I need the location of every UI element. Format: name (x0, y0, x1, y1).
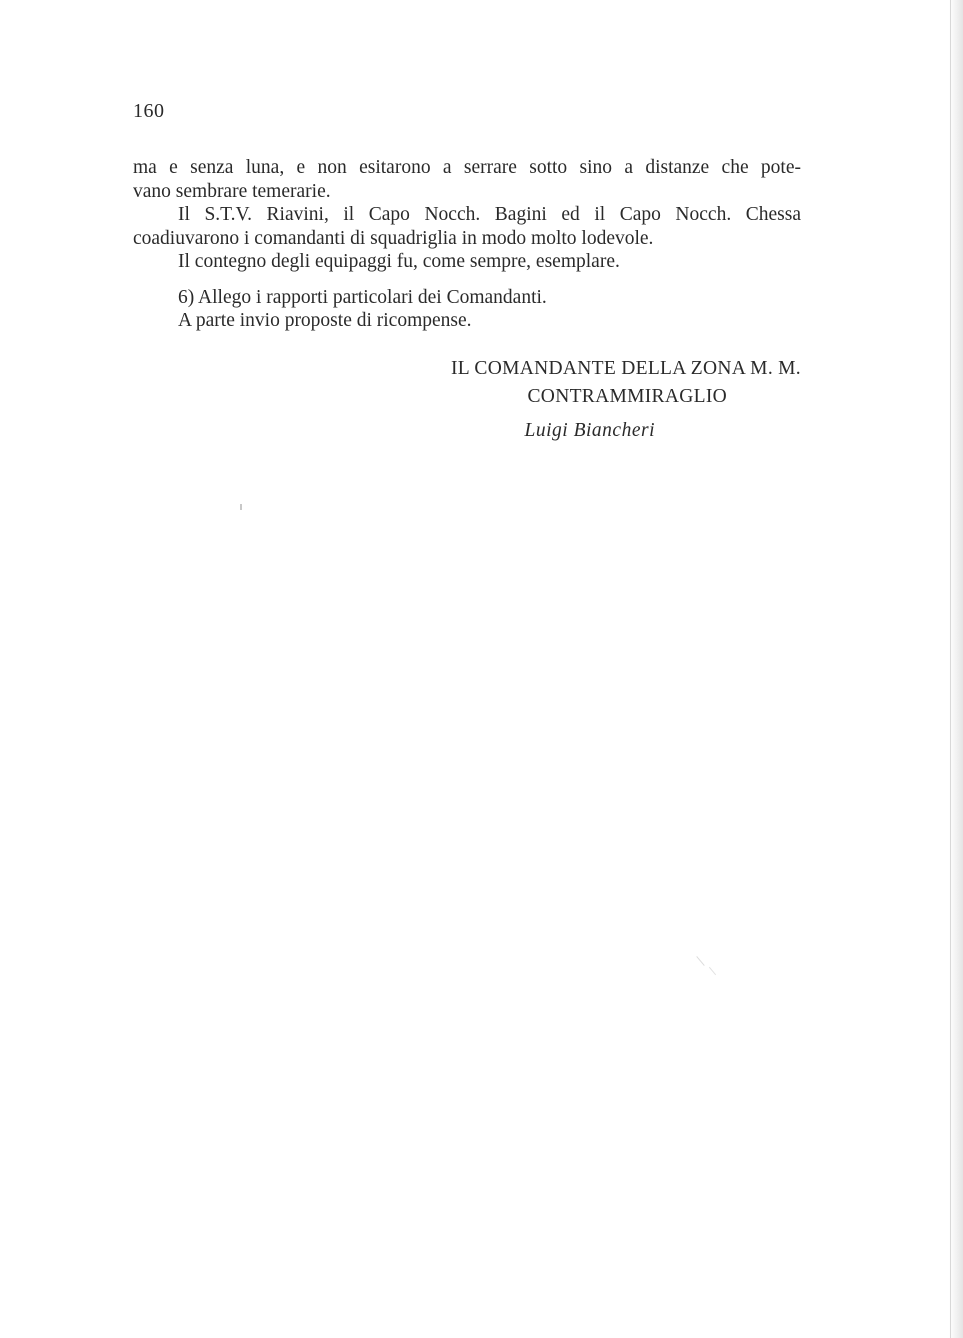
signature-rank: CONTRAMMIRAGLIO (527, 386, 727, 407)
body-text (133, 156, 801, 333)
paper-speck (696, 956, 704, 966)
page-number: 160 (133, 100, 165, 122)
body-line-7: A parte invio proposte di ricompense. (178, 310, 472, 331)
paper-speck (709, 967, 716, 975)
body-line-4: coadiuvarono i comandanti di squadriglia in modo molto lodevole. (133, 227, 654, 249)
body-line-6: 6) Allego i rapporti particolari dei Comandanti. (178, 286, 547, 308)
body-line-5: Il contegno degli equipaggi fu, come sempre, esemplare. (178, 251, 620, 272)
body-line-3: Il S.T.V. Riavini, il Capo Nocch. Bagini ed il Capo Nocch. Chessa (178, 204, 801, 225)
signature-name: Luigi Biancheri (524, 420, 655, 441)
page-edge (949, 0, 963, 1338)
paper-speck (240, 504, 242, 510)
body-line-2: vano sembrare temerarie. (133, 180, 331, 202)
signature-block (360, 355, 801, 445)
page-edge-line (950, 0, 951, 1338)
body-line-1: ma e senza luna, e non esitarono a serrare sotto sino a distanze che pote- (133, 157, 801, 178)
signature-title: IL COMANDANTE DELLA ZONA M. M. (450, 358, 801, 379)
